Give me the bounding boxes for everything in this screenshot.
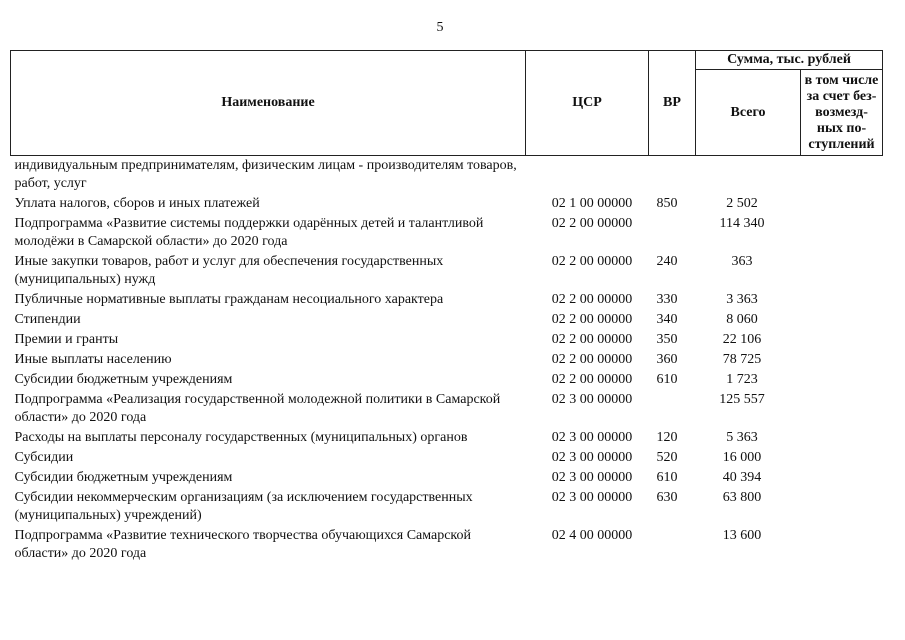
table-body	[11, 156, 883, 565]
table-row	[11, 194, 883, 214]
row-free	[801, 448, 883, 468]
row-free	[801, 488, 883, 526]
header-name: Наименование	[11, 51, 526, 156]
row-name: Субсидии бюджетным учреждениям	[14, 470, 233, 485]
row-total: 13 600	[722, 528, 762, 543]
table-row	[11, 526, 883, 564]
row-total: 78 725	[722, 352, 762, 367]
row-free	[801, 390, 883, 428]
row-name: Подпрограмма «Развитие технического творчества обучающихся Самарской области» до 2020 года	[14, 528, 472, 561]
row-vr: 340	[656, 312, 678, 327]
row-total: 2 502	[726, 196, 758, 211]
row-free	[801, 214, 883, 252]
row-free	[801, 310, 883, 330]
row-name: Стипендии	[14, 312, 81, 327]
row-total: 114 340	[719, 216, 765, 231]
row-vr: 350	[656, 332, 678, 347]
row-total: 63 800	[722, 490, 762, 505]
table-row	[11, 156, 883, 195]
row-csr: 02 2 00 00000	[551, 372, 633, 387]
table-row	[11, 468, 883, 488]
row-free	[801, 370, 883, 390]
table-row	[11, 214, 883, 252]
row-csr: 02 3 00 00000	[551, 470, 633, 485]
row-vr	[649, 526, 696, 564]
header-sum-group: Сумма, тыс. рублей	[696, 51, 883, 70]
table-row	[11, 252, 883, 290]
table-row	[11, 330, 883, 350]
row-total: 40 394	[722, 470, 762, 485]
row-name: индивидуальным предпринимателям, физическим лицам - производителям товаров, работ, услуг	[14, 158, 517, 191]
row-vr: 520	[656, 450, 678, 465]
table-header	[11, 51, 883, 156]
row-name: Премии и гранты	[14, 332, 119, 347]
table-row	[11, 290, 883, 310]
table-row	[11, 428, 883, 448]
row-name: Иные выплаты населению	[14, 352, 172, 367]
row-csr: 02 3 00 00000	[551, 490, 633, 505]
row-free	[801, 194, 883, 214]
row-csr: 02 4 00 00000	[551, 528, 633, 543]
table-row	[11, 350, 883, 370]
row-free	[801, 468, 883, 488]
row-vr	[649, 214, 696, 252]
row-csr: 02 2 00 00000	[551, 216, 633, 231]
row-csr: 02 2 00 00000	[551, 352, 633, 367]
row-free	[801, 290, 883, 310]
budget-table	[10, 50, 883, 564]
table-row	[11, 310, 883, 330]
row-free	[801, 156, 883, 195]
row-vr: 610	[656, 372, 678, 387]
row-total: 22 106	[722, 332, 762, 347]
table-row	[11, 390, 883, 428]
row-free	[801, 428, 883, 448]
table-row	[11, 448, 883, 468]
row-total: 1 723	[726, 372, 758, 387]
table-row	[11, 488, 883, 526]
row-vr: 360	[656, 352, 678, 367]
row-name: Подпрограмма «Развитие системы поддержки одарённых детей и талантливой молодёжи в Самарской области» до 2020 года	[14, 216, 484, 249]
row-vr: 330	[656, 292, 678, 307]
row-total: 16 000	[722, 450, 762, 465]
header-vr: ВР	[649, 51, 696, 156]
row-total: 3 363	[726, 292, 758, 307]
row-name: Субсидии некоммерческим организациям (за исключением государственных (муниципальных) учреждений)	[14, 490, 473, 523]
row-total: 363	[731, 254, 753, 269]
row-csr: 02 2 00 00000	[551, 332, 633, 347]
row-name: Иные закупки товаров, работ и услуг для обеспечения государственных (муниципальных) нужд	[14, 254, 444, 287]
row-total	[696, 156, 801, 195]
row-csr: 02 1 00 00000	[551, 196, 633, 211]
header-free: в том числе за счет без- возмезд- ных по- ступлений	[801, 70, 883, 156]
row-vr: 240	[656, 254, 678, 269]
row-total: 5 363	[726, 430, 758, 445]
row-free	[801, 526, 883, 564]
row-name: Подпрограмма «Реализация государственной молодежной политики в Самарской области» до 2020 года	[14, 392, 501, 425]
row-csr: 02 2 00 00000	[551, 292, 633, 307]
row-total: 8 060	[726, 312, 758, 327]
row-name: Публичные нормативные выплаты гражданам несоциального характера	[14, 292, 444, 307]
row-free	[801, 252, 883, 290]
header-csr: ЦСР	[526, 51, 649, 156]
header-total: Всего	[696, 70, 801, 156]
row-csr: 02 2 00 00000	[551, 312, 633, 327]
row-vr	[649, 156, 696, 195]
row-name: Субсидии бюджетным учреждениям	[14, 372, 233, 387]
row-csr: 02 3 00 00000	[551, 450, 633, 465]
row-vr	[649, 390, 696, 428]
row-name: Уплата налогов, сборов и иных платежей	[14, 196, 260, 211]
row-vr: 610	[656, 470, 678, 485]
row-name: Субсидии	[14, 450, 74, 465]
row-free	[801, 330, 883, 350]
row-csr	[526, 156, 649, 195]
row-free	[801, 350, 883, 370]
row-name: Расходы на выплаты персоналу государственных (муниципальных) органов	[14, 430, 468, 445]
row-csr: 02 3 00 00000	[551, 430, 633, 445]
table-row	[11, 370, 883, 390]
page-number: 5	[436, 20, 444, 35]
row-vr: 630	[656, 490, 678, 505]
row-total: 125 557	[719, 392, 765, 407]
row-vr: 120	[656, 430, 678, 445]
row-csr: 02 3 00 00000	[551, 392, 633, 407]
row-csr: 02 2 00 00000	[551, 254, 633, 269]
row-vr: 850	[656, 196, 678, 211]
